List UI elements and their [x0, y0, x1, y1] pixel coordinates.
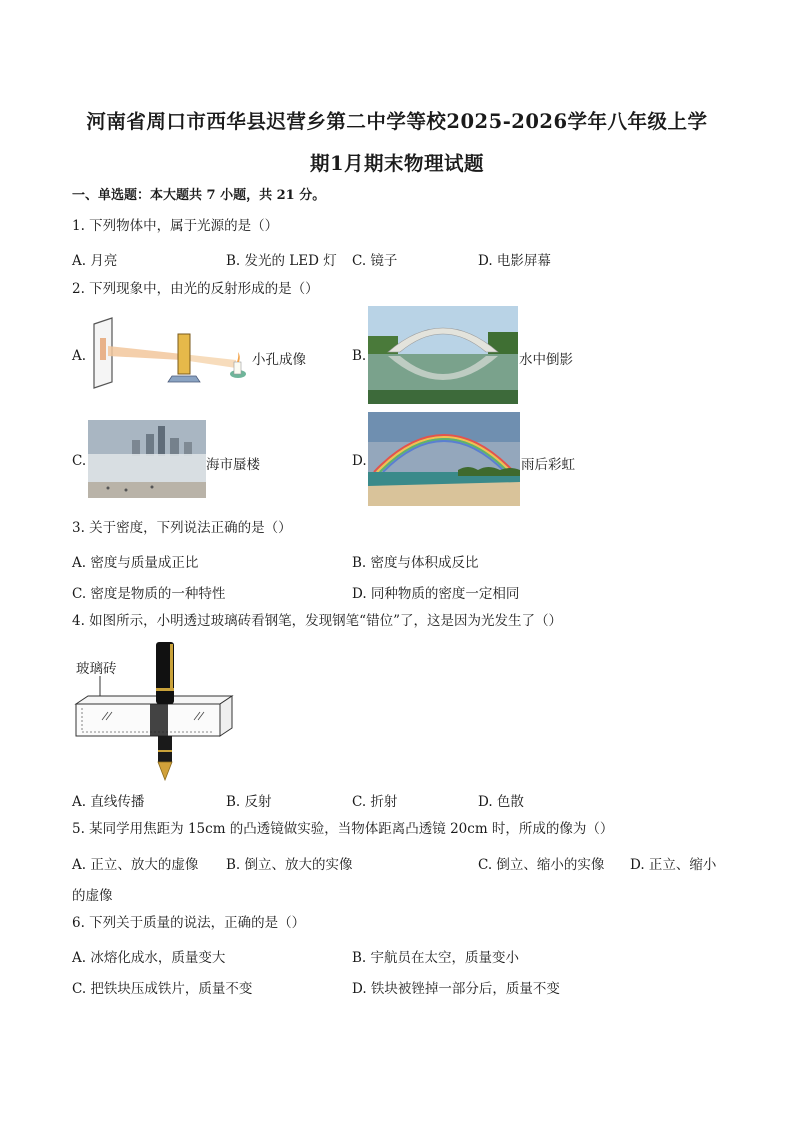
q2-option-d-caption: 雨后彩虹	[521, 457, 575, 473]
exam-title-line2: 期1月期末物理试题	[309, 152, 485, 175]
q1-option-c: C. 镜子	[352, 253, 398, 269]
rainbow-photo	[368, 412, 520, 506]
q1-option-d: D. 电影屏幕	[478, 253, 551, 269]
section-heading-text: 一、单选题：本大题共 7 小题，共 21 分。	[72, 188, 326, 203]
q6-option-c: C. 把铁块压成铁片，质量不变	[72, 981, 253, 997]
exam-title-line1: 河南省周口市西华县迟营乡第二中学等校2025-2026学年八年级上学	[86, 110, 708, 133]
q1-stem: 1. 下列物体中，属于光源的是（）	[72, 218, 279, 234]
q2-stem: 2. 下列现象中，由光的反射形成的是（）	[72, 281, 319, 297]
q1-option-b: B. 发光的 LED 灯	[226, 253, 337, 269]
q4-option-c: C. 折射	[352, 794, 398, 810]
q2-option-d-letter: D.	[352, 453, 367, 469]
q3-option-d: D. 同种物质的密度一定相同	[352, 586, 520, 602]
q5-stem: 5. 某同学用焦距为 15cm 的凸透镜做实验，当物体距离凸透镜 20cm 时，所成的像为（）	[72, 821, 614, 837]
q6-option-d: D. 铁块被锉掉一部分后，质量不变	[352, 981, 560, 997]
q6-option-a: A. 冰熔化成水，质量变大	[72, 950, 226, 966]
mirage-photo	[88, 420, 206, 498]
q2-option-c-caption: 海市蜃楼	[206, 457, 260, 473]
q4-option-a: A. 直线传播	[72, 794, 145, 810]
q3-option-b: B. 密度与体积成反比	[352, 555, 479, 571]
q3-option-a: A. 密度与质量成正比	[72, 555, 199, 571]
q2-option-b-letter: B.	[352, 348, 367, 364]
q2-option-b-caption: 水中倒影	[519, 352, 573, 368]
q5-option-a: A. 正立、放大的虚像	[72, 857, 199, 873]
q6-stem: 6. 下列关于质量的说法，正确的是（）	[72, 915, 306, 931]
q2-option-c-letter: C.	[72, 453, 87, 469]
q5-option-d: D. 正立、缩小	[630, 857, 717, 873]
glass-brick-label: 玻璃砖	[76, 661, 117, 677]
q5-option-d-continued: 的虚像	[72, 888, 113, 904]
bridge-reflection-photo	[368, 306, 518, 404]
q1-option-a: A. 月亮	[72, 253, 118, 269]
q2-option-a-letter: A.	[72, 348, 87, 364]
q3-stem: 3. 关于密度，下列说法正确的是（）	[72, 520, 292, 536]
q2-option-a-caption: 小孔成像	[252, 352, 306, 368]
q5-option-b: B. 倒立、放大的实像	[226, 857, 353, 873]
pinhole-camera-figure	[86, 316, 248, 394]
q4-option-b: B. 反射	[226, 794, 272, 810]
q5-option-c: C. 倒立、缩小的实像	[478, 857, 605, 873]
q4-option-d: D. 色散	[478, 794, 524, 810]
q3-option-c: C. 密度是物质的一种特性	[72, 586, 226, 602]
q4-stem: 4. 如图所示，小明透过玻璃砖看钢笔，发现钢笔“错位”了，这是因为光发生了（）	[72, 613, 562, 629]
glass-brick-pen-figure	[72, 638, 234, 782]
q6-option-b: B. 宇航员在太空，质量变小	[352, 950, 520, 966]
section-heading	[72, 188, 325, 204]
